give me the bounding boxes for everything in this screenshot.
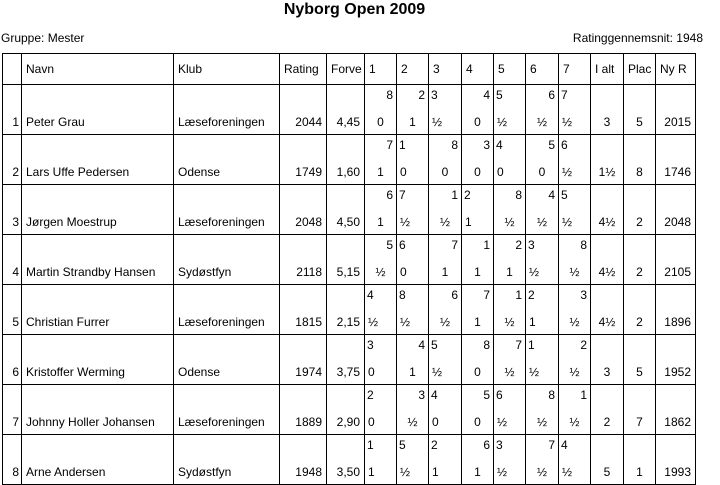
game-cell <box>559 435 591 485</box>
opponent-number: 8 <box>580 238 587 252</box>
game-cell <box>462 435 494 485</box>
player-number: 2 <box>3 135 22 185</box>
rating-average: Ratinggennemsnit: 1948 <box>572 31 703 45</box>
game-cell <box>494 135 526 185</box>
game-result: ½ <box>529 265 540 279</box>
opponent-number: 1 <box>451 188 458 202</box>
game-cell <box>559 135 591 185</box>
new-rating: 1952 <box>656 335 696 385</box>
game-result: ½ <box>439 215 451 229</box>
opponent-number: 8 <box>386 88 393 102</box>
placement: 2 <box>624 285 656 335</box>
player-rating: 2044 <box>280 85 327 135</box>
player-number: 8 <box>3 435 22 485</box>
opponent-number: 4 <box>496 138 503 152</box>
game-cell <box>494 385 526 435</box>
new-rating: 1746 <box>656 135 696 185</box>
game-result: ½ <box>439 315 451 329</box>
opponent-number: 6 <box>483 438 490 452</box>
game-cell <box>526 285 559 335</box>
game-result: ½ <box>400 315 411 329</box>
game-cell <box>397 135 429 185</box>
game-result: 1 <box>529 315 536 329</box>
game-cell <box>462 235 494 285</box>
game-result: 1 <box>441 265 449 279</box>
opponent-number: 3 <box>367 338 374 352</box>
opponent-number: 4 <box>548 188 555 202</box>
column-header: Navn <box>22 54 174 85</box>
player-number: 6 <box>3 335 22 385</box>
opponent-number: 8 <box>483 338 490 352</box>
new-rating: 2015 <box>656 85 696 135</box>
column-header: Plac <box>624 54 656 85</box>
opponent-number: 8 <box>548 388 555 402</box>
game-result: ½ <box>504 215 515 229</box>
game-result: ½ <box>569 265 580 279</box>
game-cell <box>494 85 526 135</box>
game-result: 0 <box>538 165 546 179</box>
player-club: Odense <box>174 135 280 185</box>
opponent-number: 2 <box>431 438 438 452</box>
game-result: ½ <box>536 115 548 129</box>
opponent-number: 4 <box>483 88 490 102</box>
game-cell <box>462 85 494 135</box>
game-result: ½ <box>536 465 548 479</box>
player-name: Christian Furrer <box>22 285 174 335</box>
opponent-number: 7 <box>561 88 568 102</box>
total-score: 1½ <box>591 135 624 185</box>
game-result: ½ <box>400 215 411 229</box>
opponent-number: 8 <box>399 288 406 302</box>
game-cell <box>526 135 559 185</box>
opponent-number: 4 <box>418 338 425 352</box>
game-result: ½ <box>569 365 580 379</box>
total-score: 4½ <box>591 285 624 335</box>
column-header: 6 <box>526 54 559 85</box>
opponent-number: 3 <box>431 88 438 102</box>
column-header: 1 <box>365 54 397 85</box>
column-header: 3 <box>429 54 462 85</box>
game-cell <box>462 335 494 385</box>
opponent-number: 6 <box>451 288 458 302</box>
game-cell <box>526 185 559 235</box>
player-name: Jørgen Moestrup <box>22 185 174 235</box>
game-cell <box>462 135 494 185</box>
game-cell <box>494 435 526 485</box>
player-club: Læseforeningen <box>174 85 280 135</box>
game-cell <box>397 335 429 385</box>
game-result: ½ <box>407 415 418 429</box>
player-name: Kristoffer Werming <box>22 335 174 385</box>
game-result: 0 <box>400 265 407 279</box>
opponent-number: 7 <box>548 438 555 452</box>
game-result: 0 <box>368 365 375 379</box>
game-cell <box>429 435 462 485</box>
player-club: Odense <box>174 335 280 385</box>
opponent-number: 2 <box>464 188 471 202</box>
opponent-number: 2 <box>418 88 425 102</box>
game-result: 1 <box>409 115 416 129</box>
opponent-number: 5 <box>431 338 438 352</box>
placement: 2 <box>624 185 656 235</box>
game-result: ½ <box>536 215 548 229</box>
game-result: 1 <box>474 315 481 329</box>
total-score: 3 <box>591 335 624 385</box>
game-cell <box>397 435 429 485</box>
opponent-number: 2 <box>367 388 374 402</box>
game-cell <box>526 385 559 435</box>
opponent-number: 5 <box>496 88 503 102</box>
new-rating: 1862 <box>656 385 696 435</box>
table-row <box>3 435 696 485</box>
opponent-number: 6 <box>561 138 568 152</box>
placement: 1 <box>624 435 656 485</box>
game-result: ½ <box>562 165 573 179</box>
game-result: 1 <box>506 265 513 279</box>
opponent-number: 6 <box>548 88 555 102</box>
expected-score: 4,50 <box>327 185 365 235</box>
player-number: 1 <box>3 85 22 135</box>
game-cell <box>429 285 462 335</box>
placement: 7 <box>624 385 656 435</box>
game-cell <box>397 235 429 285</box>
game-result: ½ <box>536 415 548 429</box>
game-cell <box>365 185 397 235</box>
game-cell <box>559 285 591 335</box>
game-cell <box>429 385 462 435</box>
column-header: Klub <box>174 54 280 85</box>
opponent-number: 1 <box>515 288 522 302</box>
player-name: Arne Andersen <box>22 435 174 485</box>
game-cell <box>494 235 526 285</box>
game-cell <box>365 135 397 185</box>
player-number: 5 <box>3 285 22 335</box>
game-cell <box>526 85 559 135</box>
game-result: ½ <box>562 115 573 129</box>
opponent-number: 5 <box>386 238 393 252</box>
game-cell <box>494 335 526 385</box>
expected-score: 2,90 <box>327 385 365 435</box>
game-cell <box>559 385 591 435</box>
game-result: ½ <box>569 315 580 329</box>
game-result: 1 <box>432 465 439 479</box>
table-row <box>3 285 696 335</box>
game-result: ½ <box>562 215 573 229</box>
game-result: ½ <box>368 315 379 329</box>
expected-score: 2,15 <box>327 285 365 335</box>
game-cell <box>429 185 462 235</box>
game-result: 0 <box>432 415 439 429</box>
game-cell <box>462 385 494 435</box>
player-club: Læseforeningen <box>174 185 280 235</box>
game-result: ½ <box>562 465 573 479</box>
opponent-number: 6 <box>386 188 393 202</box>
game-result: ½ <box>375 265 386 279</box>
game-cell <box>397 385 429 435</box>
opponent-number: 7 <box>451 238 458 252</box>
game-cell <box>494 185 526 235</box>
player-rating: 1749 <box>280 135 327 185</box>
game-cell <box>365 385 397 435</box>
opponent-number: 3 <box>496 438 503 452</box>
opponent-number: 4 <box>561 438 568 452</box>
opponent-number: 8 <box>515 188 522 202</box>
opponent-number: 3 <box>580 288 587 302</box>
new-rating: 1993 <box>656 435 696 485</box>
game-result: ½ <box>497 415 508 429</box>
game-cell <box>462 285 494 335</box>
game-result: 0 <box>474 365 481 379</box>
game-cell <box>429 135 462 185</box>
table-row <box>3 185 696 235</box>
tournament-title: Nyborg Open 2009 <box>283 1 426 18</box>
crosstable <box>2 53 696 485</box>
game-result: 1 <box>377 165 384 179</box>
game-result: ½ <box>497 115 508 129</box>
game-cell <box>429 335 462 385</box>
game-result: 1 <box>377 215 384 229</box>
player-club: Sydøstfyn <box>174 235 280 285</box>
column-header: 4 <box>462 54 494 85</box>
expected-score: 1,60 <box>327 135 365 185</box>
opponent-number: 2 <box>580 338 587 352</box>
player-rating: 1889 <box>280 385 327 435</box>
placement: 5 <box>624 335 656 385</box>
game-result: 1 <box>368 465 375 479</box>
opponent-number: 1 <box>483 238 490 252</box>
opponent-number: 6 <box>399 238 406 252</box>
opponent-number: 5 <box>561 188 568 202</box>
player-name: Peter Grau <box>22 85 174 135</box>
game-cell <box>429 235 462 285</box>
table-row <box>3 385 696 435</box>
opponent-number: 5 <box>483 388 490 402</box>
game-result: ½ <box>504 315 515 329</box>
game-result: ½ <box>432 115 443 129</box>
player-number: 3 <box>3 185 22 235</box>
game-cell <box>526 435 559 485</box>
column-header <box>3 54 22 85</box>
opponent-number: 5 <box>399 438 406 452</box>
opponent-number: 4 <box>431 388 438 402</box>
player-name: Lars Uffe Pedersen <box>22 135 174 185</box>
game-result: 0 <box>368 415 375 429</box>
opponent-number: 2 <box>528 288 535 302</box>
opponent-number: 3 <box>483 138 490 152</box>
game-result: 0 <box>474 415 481 429</box>
opponent-number: 7 <box>386 138 393 152</box>
game-result: ½ <box>569 415 580 429</box>
game-result: 0 <box>474 165 481 179</box>
new-rating: 1896 <box>656 285 696 335</box>
player-name: Johnny Holler Johansen <box>22 385 174 435</box>
opponent-number: 3 <box>418 388 425 402</box>
placement: 8 <box>624 135 656 185</box>
column-header: 5 <box>494 54 526 85</box>
game-result: 0 <box>377 115 384 129</box>
game-result: 0 <box>441 165 449 179</box>
game-result: ½ <box>432 365 443 379</box>
game-cell <box>365 85 397 135</box>
opponent-number: 1 <box>580 388 587 402</box>
game-cell <box>397 285 429 335</box>
game-result: ½ <box>529 365 540 379</box>
player-club: Sydøstfyn <box>174 435 280 485</box>
player-number: 7 <box>3 385 22 435</box>
table-row <box>3 235 696 285</box>
placement: 5 <box>624 85 656 135</box>
game-cell <box>365 285 397 335</box>
game-result: 0 <box>497 165 504 179</box>
game-cell <box>397 85 429 135</box>
game-cell <box>365 235 397 285</box>
player-rating: 2048 <box>280 185 327 235</box>
opponent-number: 2 <box>515 238 522 252</box>
opponent-number: 5 <box>548 138 555 152</box>
opponent-number: 3 <box>528 238 535 252</box>
game-cell <box>526 235 559 285</box>
game-result: 0 <box>474 115 481 129</box>
player-club: Læseforeningen <box>174 285 280 335</box>
game-cell <box>429 85 462 135</box>
game-cell <box>462 185 494 235</box>
game-result: 1 <box>474 465 481 479</box>
opponent-number: 4 <box>367 288 374 302</box>
expected-score: 3,50 <box>327 435 365 485</box>
column-header: 2 <box>397 54 429 85</box>
total-score: 3 <box>591 85 624 135</box>
game-cell <box>559 335 591 385</box>
game-cell <box>559 185 591 235</box>
placement: 2 <box>624 235 656 285</box>
table-row <box>3 85 696 135</box>
game-cell <box>559 85 591 135</box>
column-header: Ny R <box>656 54 696 85</box>
opponent-number: 7 <box>515 338 522 352</box>
expected-score: 3,75 <box>327 335 365 385</box>
player-rating: 1815 <box>280 285 327 335</box>
player-number: 4 <box>3 235 22 285</box>
column-header: I alt <box>591 54 624 85</box>
opponent-number: 1 <box>399 138 406 152</box>
total-score: 5 <box>591 435 624 485</box>
table-row <box>3 135 696 185</box>
header-row <box>3 54 696 85</box>
total-score: 4½ <box>591 235 624 285</box>
game-cell <box>559 235 591 285</box>
game-result: ½ <box>497 465 508 479</box>
table-row <box>3 335 696 385</box>
player-rating: 1948 <box>280 435 327 485</box>
game-cell <box>494 285 526 335</box>
opponent-number: 7 <box>399 188 406 202</box>
game-cell <box>526 335 559 385</box>
new-rating: 2048 <box>656 185 696 235</box>
total-score: 2 <box>591 385 624 435</box>
opponent-number: 8 <box>451 138 458 152</box>
game-result: 0 <box>400 165 407 179</box>
player-name: Martin Strandby Hansen <box>22 235 174 285</box>
game-result: 1 <box>409 365 416 379</box>
new-rating: 2105 <box>656 235 696 285</box>
opponent-number: 7 <box>483 288 490 302</box>
total-score: 4½ <box>591 185 624 235</box>
game-result: ½ <box>400 465 411 479</box>
expected-score: 5,15 <box>327 235 365 285</box>
game-result: 1 <box>465 215 472 229</box>
opponent-number: 1 <box>528 338 535 352</box>
opponent-number: 1 <box>367 438 374 452</box>
game-result: ½ <box>504 365 515 379</box>
column-header: Rating <box>280 54 327 85</box>
player-club: Læseforeningen <box>174 385 280 435</box>
game-cell <box>365 435 397 485</box>
player-rating: 1974 <box>280 335 327 385</box>
column-header: 7 <box>559 54 591 85</box>
game-cell <box>397 185 429 235</box>
game-result: 1 <box>474 265 481 279</box>
game-cell <box>365 335 397 385</box>
player-rating: 2118 <box>280 235 327 285</box>
group-label: Gruppe: Mester <box>1 31 85 45</box>
column-header: Forve <box>327 54 365 85</box>
opponent-number: 6 <box>496 388 503 402</box>
expected-score: 4,45 <box>327 85 365 135</box>
